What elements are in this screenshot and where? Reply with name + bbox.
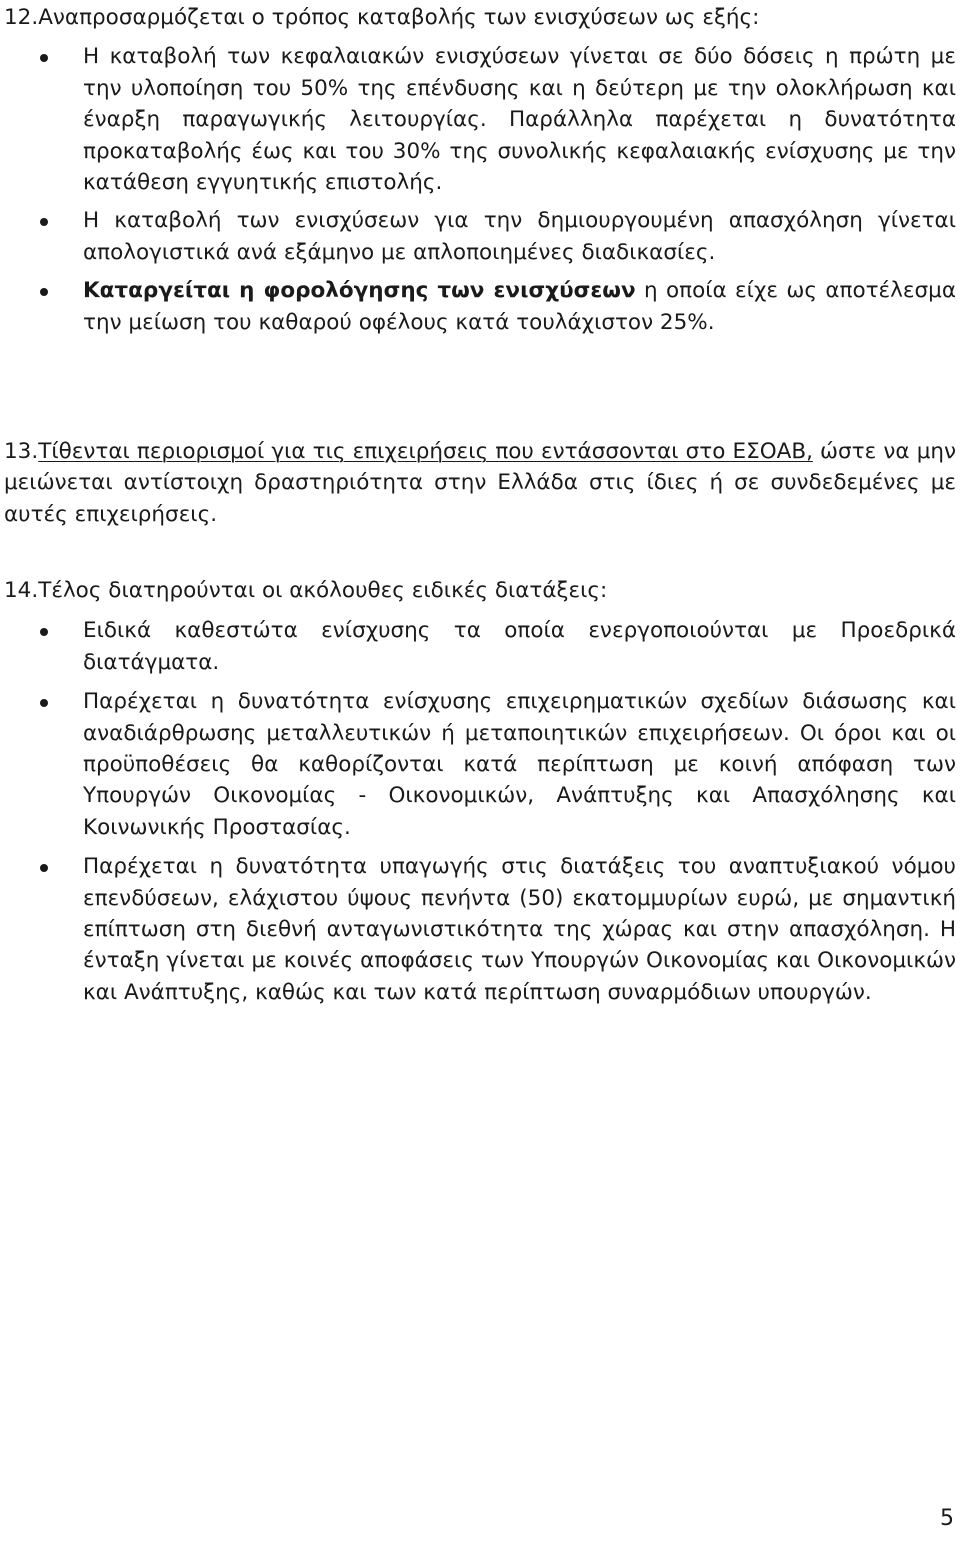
bullet-bold-text: Καταργείται η φορολόγησης των ενισχύσεων: [83, 278, 636, 304]
bullet-dot: [40, 699, 48, 707]
bullet-dot: [40, 864, 48, 872]
page-number: 5: [940, 1506, 954, 1531]
section-13-paragraph: [0, 436, 960, 530]
section-12-list: [0, 41, 960, 338]
section-14-number: 14.: [4, 578, 39, 603]
section-14-list: [0, 615, 960, 1008]
section-13-underlined-text: Τίθενται περιορισμοί για τις επιχειρήσεις που εντάσσονται στο ΕΣΟΑΒ,: [38, 439, 813, 464]
bullet-dot: [40, 54, 48, 62]
bullet-text: Η καταβολή των κεφαλαιακών ενισχύσεων γίνεται σε δύο δόσεις η πρώτη με την υλοποίηση του 50% της επένδυσης και η δεύτερη με την ολοκλήρωση και έναρξη παραγωγικής λειτουργίας. Παράλληλα παρέχεται η δυνατότητα προκαταβολής έως και του 30% της συνολικής κεφαλαιακής ενίσχυσης με την κατάθεση εγγυητικής επιστολής.: [83, 44, 956, 196]
list-item: [0, 851, 960, 1008]
section-13-number: 13.: [4, 439, 39, 464]
section-12: [0, 2, 960, 338]
list-item: [0, 275, 960, 338]
list-item: [0, 615, 960, 678]
bullet-text: Η καταβολή των ενισχύσεων για την δημιουργουμένη απασχόληση γίνεται απολογιστικά ανά εξάμηνο με απλοποιημένες διαδικασίες.: [83, 208, 956, 265]
bullet-dot: [40, 218, 48, 226]
section-12-heading-text: Αναπροσαρμόζεται ο τρόπος καταβολής των ενισχύσεων ως εξής:: [38, 5, 760, 30]
bullet-text: Παρέχεται η δυνατότητα υπαγωγής στις διατάξεις του αναπτυξιακού νόμου επενδύσεων, ελάχιστου ύψους πενήντα (50) εκατομμυρίων ευρώ, με σημαντική επίπτωση στη διεθνή ανταγωνιστικότητα της χώρας και στην απασχόληση. Η ένταξη γίνεται με κοινές αποφάσεις των Υπουργών Οικονομίας και Οικονομικών και Ανάπτυξης, καθώς και των κατά περίπτωση συναρμόδιων υπουργών.: [83, 854, 956, 1005]
bullet-text: Παρέχεται η δυνατότητα ενίσχυσης επιχειρηματικών σχεδίων διάσωσης και αναδιάρθρωσης μεταλλευτικών ή μεταποιητικών επιχειρήσεων. Οι όροι και οι προϋποθέσεις θα καθορίζονται κατά περίπτωση με κοινή απόφαση των Υπουργών Οικονομίας - Οικονομικών, Ανάπτυξης και Απασχόλησης και Κοινωνικής Προστασίας.: [83, 689, 956, 840]
list-item: [0, 205, 960, 268]
bullet-text: Ειδικά καθεστώτα ενίσχυσης τα οποία ενεργοποιούνται με Προεδρικά διατάγματα.: [83, 618, 956, 675]
bullet-text: η οποία είχε ως αποτέλεσμα την μείωση του καθαρού οφέλους κατά τουλάχιστον 25%.: [83, 278, 957, 335]
section-13-text: ώστε να μην μειώνεται αντίστοιχη δραστηριότητα στην Ελλάδα στις ίδιες ή σε συνδεδεμένες με αυτές επιχειρήσεις.: [4, 439, 957, 527]
bullet-dot: [40, 628, 48, 636]
list-item: [0, 686, 960, 843]
section-14-heading: [0, 575, 960, 606]
section-12-number: 12.: [4, 5, 39, 30]
section-13: [0, 436, 960, 530]
section-14: [0, 575, 960, 1008]
section-14-heading-text: Τέλος διατηρούνται οι ακόλουθες ειδικές διατάξεις:: [38, 578, 608, 603]
section-12-heading: [0, 2, 960, 33]
list-item: [0, 41, 960, 198]
bullet-dot: [40, 288, 48, 296]
